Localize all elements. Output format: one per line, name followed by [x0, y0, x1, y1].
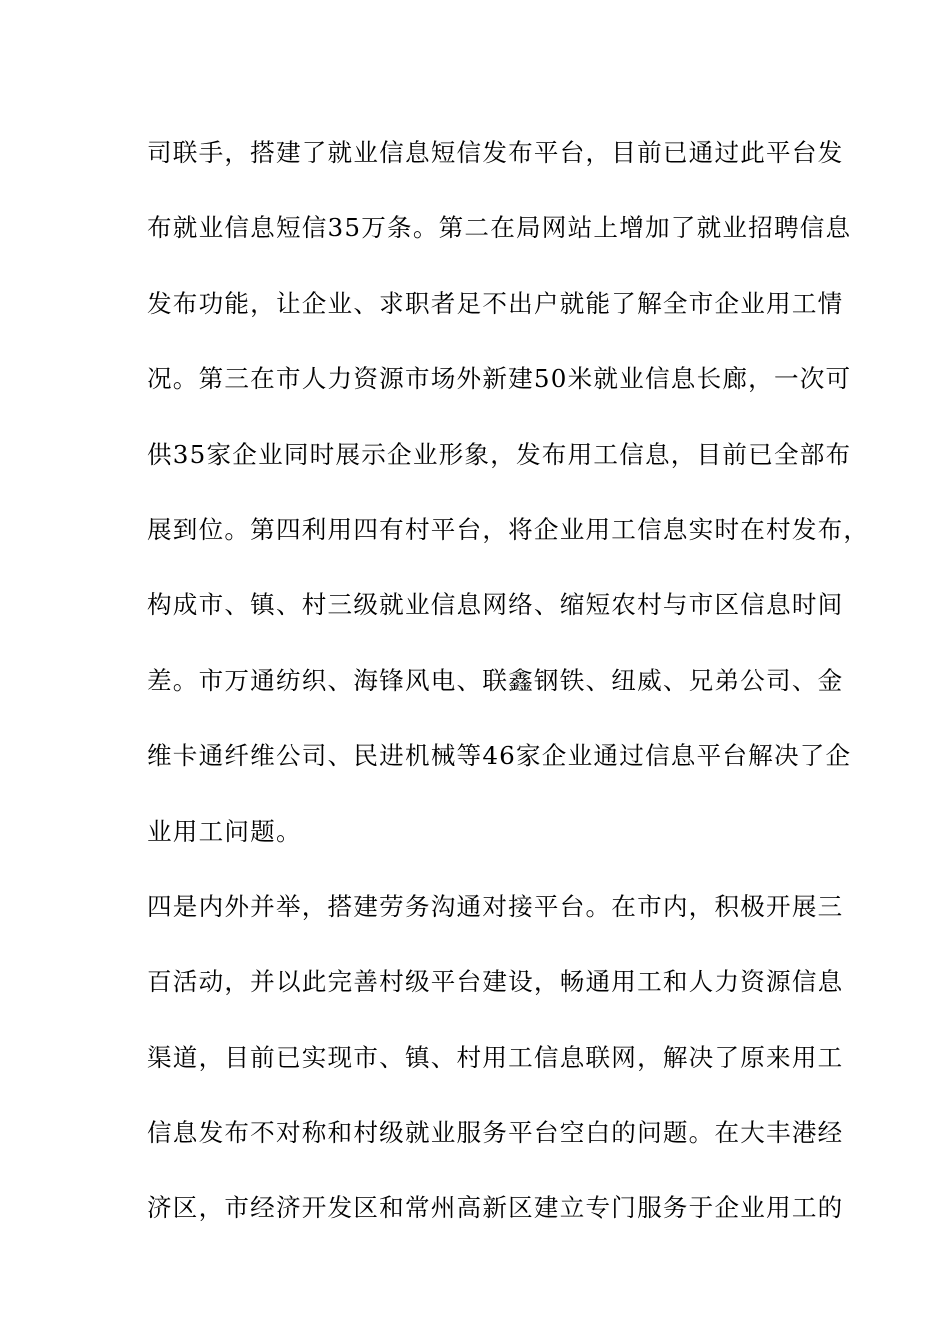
text-line: 差。市万通纺织、海锋风电、联鑫钢铁、纽威、兄弟公司、金 — [147, 665, 844, 695]
text-line: 司联手，搭建了就业信息短信发布平台，目前已通过此平台发 — [147, 138, 844, 167]
text-line: 业用工问题。 — [147, 816, 302, 846]
text-line: 供35家企业同时展示企业形象，发布用工信息，目前已全部布 — [147, 439, 852, 469]
text-line: 渠道，目前已实现市、镇、村用工信息联网，解决了原来用工 — [147, 1042, 844, 1072]
text-line: 布就业信息短信35万条。第二在局网站上增加了就业招聘信息 — [147, 213, 852, 243]
text-line: 信息发布不对称和村级就业服务平台空白的问题。在大丰港经 — [147, 1118, 844, 1148]
text-line: 百活动，并以此完善村级平台建设，畅通用工和人力资源信息 — [147, 967, 844, 997]
text-line: 展到位。第四利用四有村平台，将企业用工信息实时在村发布， — [147, 514, 870, 544]
text-line: 况。第三在市人力资源市场外新建50米就业信息长廊，一次可 — [147, 364, 852, 394]
text-line: 维卡通纤维公司、民进机械等46家企业通过信息平台解决了企 — [147, 741, 852, 771]
text-line: 四是内外并举，搭建劳务沟通对接平台。在市内，积极开展三 — [147, 891, 844, 921]
text-line: 发布功能，让企业、求职者足不出户就能了解全市企业用工情 — [147, 288, 844, 318]
text-line: 济区，市经济开发区和常州高新区建立专门服务于企业用工的 — [147, 1193, 844, 1223]
text-line: 构成市、镇、村三级就业信息网络、缩短农村与市区信息时间 — [147, 590, 844, 620]
body-text — [147, 131, 870, 1262]
